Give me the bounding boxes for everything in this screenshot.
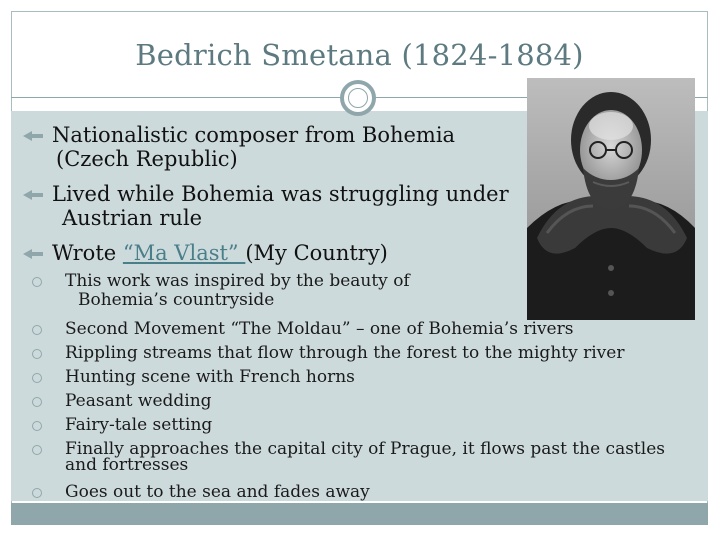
bullet-arrow-icon: [22, 128, 44, 144]
bullet-text: Wrote “Ma Vlast” (My Country): [52, 241, 388, 265]
ma-vlast-link[interactable]: “Ma Vlast”: [122, 241, 246, 265]
bullet-text: Lived while Bohemia was struggling under: [52, 182, 509, 206]
sub-bullet-text: This work was inspired by the beauty of: [65, 271, 410, 291]
circle-bullet-icon: [32, 445, 42, 455]
sub-bullet-text: Finally approaches the capital city of Prague, it flows past the castles: [65, 439, 665, 459]
sub-bullet-text-cont: and fortresses: [65, 455, 189, 475]
circle-bullet-icon: [32, 373, 42, 383]
sub-bullet-text: Fairy-tale setting: [65, 415, 213, 435]
circle-bullet-icon: [32, 488, 42, 498]
circle-bullet-icon: [32, 325, 42, 335]
slide-title: Bedrich Smetana (1824-1884): [135, 38, 584, 72]
composer-portrait: [527, 78, 695, 320]
sub-bullet-text: Peasant wedding: [65, 391, 212, 411]
decorative-ring-icon: [340, 80, 376, 116]
sub-bullet-text: Second Movement “The Moldau” – one of Bohemia’s rivers: [65, 319, 574, 339]
circle-bullet-icon: [32, 397, 42, 407]
footer-band: [11, 503, 708, 525]
bullet-text-cont: (Czech Republic): [56, 147, 238, 171]
circle-bullet-icon: [32, 421, 42, 431]
circle-bullet-icon: [32, 277, 42, 287]
sub-bullet-text: Goes out to the sea and fades away: [65, 482, 370, 502]
bullet-arrow-icon: [22, 187, 44, 203]
sub-bullet-text: Hunting scene with French horns: [65, 367, 355, 387]
bullet-text-cont: Austrian rule: [62, 206, 203, 230]
bullet-arrow-icon: [22, 246, 44, 262]
bullet-text: Nationalistic composer from Bohemia: [52, 123, 456, 147]
circle-bullet-icon: [32, 349, 42, 359]
sub-bullet-text: Rippling streams that flow through the forest to the mighty river: [65, 343, 625, 363]
sub-bullet-text-cont: Bohemia’s countryside: [78, 290, 275, 310]
